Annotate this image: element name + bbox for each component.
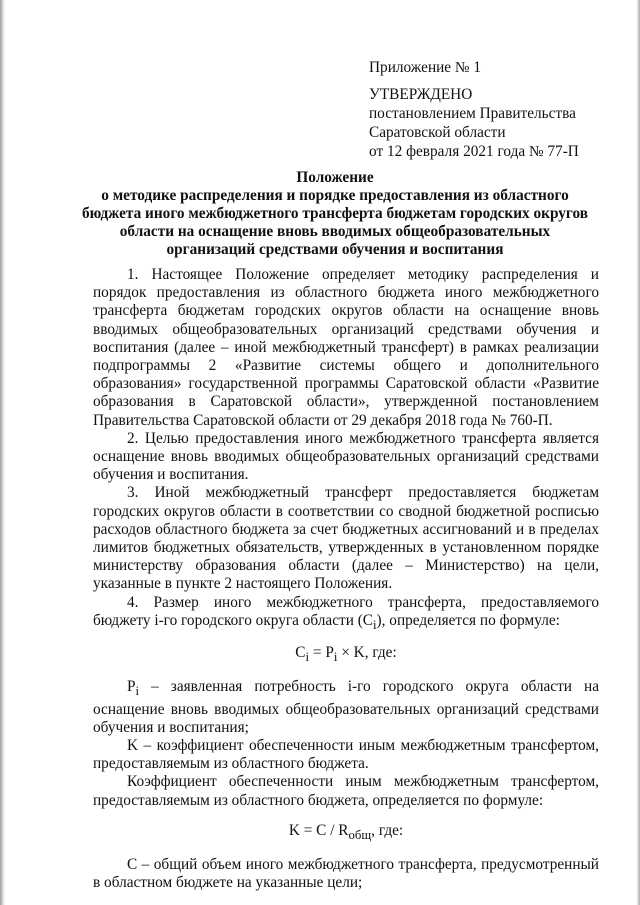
document-title [80,169,590,259]
title-heading: Положение [296,169,374,186]
approval-line-3: от 12 февраля 2021 года № 77-П [369,143,579,160]
paragraph-5-text: – заявленная потребность i-го городского округа области на оснащение вновь вводимых общеобразовательных организаций средствами обучения и воспитания; [93,678,599,736]
paragraph-1: 1. Настоящее Положение определяет методику распределения и порядок предоставления из областного бюджета иного межбюджетного трансферта бюджетам городских округов области на оснащение вновь вводимых общеобразовательных организаций средствами обучения и воспитания (далее – иной межбюджетный трансферт) в рамках реализации подпрограммы 2 «Развитие системы общего и дополнительного образования» государственной программы Саратовской области «Развитие образования в Саратовской области», утвержденной постановлением Правительства Саратовской области от 29 декабря 2018 года № 760-П. [93,266,599,429]
approved-label: УТВЕРЖДЕНО [369,86,473,103]
formula-1-p-subscript: i [333,650,338,665]
formula-1 [93,644,599,666]
approval-line-2: Саратовской области [369,124,506,141]
title-subtitle: о методике распределения и порядке предоставления из областного бюджета иного межбюджетного трансферта бюджетам городских округов области на оснащение вновь вводимых общеобразовательных организаций средствами обучения и воспитания [81,187,588,258]
scan-edge-left [0,0,5,905]
document-body [93,266,599,892]
formula-1-c-subscript: i [305,650,310,665]
paragraph-6: K – коэффициент обеспеченности иным межбюджетным трансфертом, предоставляемым из областного бюджета. [93,737,599,773]
annex-label: Приложение № 1 [369,59,481,76]
formula-2-subscript: общ [348,827,372,842]
paragraph-3: 3. Иной межбюджетный трансферт предоставляется бюджетам городских округов области в соответствии со сводной бюджетной росписью расходов областного бюджета за счет бюджетных ассигнований и в пределах лимитов бюджетных обязательств, утвержденных в установленном порядке министерству образования области (далее – Министерство) на цели, указанные в пункте 2 настоящего Положения. [93,484,599,593]
paragraph-4 [93,594,599,634]
paragraph-7: Коэффициент обеспеченности иным межбюджетным трансфертом, предоставляемым из областного бюджета, определяется по формуле: [93,773,599,809]
formula-2 [93,822,599,844]
formula-1-mid: = P [309,644,334,662]
approval-line-1: постановлением Правительства [369,105,576,122]
scan-edge-right [636,0,640,905]
paragraph-4-text: 4. Размер иного межбюджетного трансферта, предоставляемого бюджету i-го городского округа области (C [93,593,599,629]
paragraph-5-p: P [127,678,136,696]
formula-1-end: × K, где: [337,644,397,662]
paragraph-8: C – общий объем иного межбюджетного трансферта, предусмотренный в областном бюджете на указанные цели; [93,856,599,892]
formula-2-main: K = C / R [288,821,349,839]
paragraph-4-end: ), определяется по формуле: [376,611,560,629]
formula-1-c: C [295,644,306,662]
paragraph-2: 2. Целью предоставления иного межбюджетного трансферта является оснащение вновь вводимых общеобразовательных организаций средствами обучения и воспитания. [93,429,599,484]
paragraph-5-subscript: i [135,684,140,699]
formula-2-end: , где: [371,821,404,839]
approval-block [369,58,629,161]
paragraph-4-subscript: i [373,617,377,632]
paragraph-5 [93,678,599,737]
